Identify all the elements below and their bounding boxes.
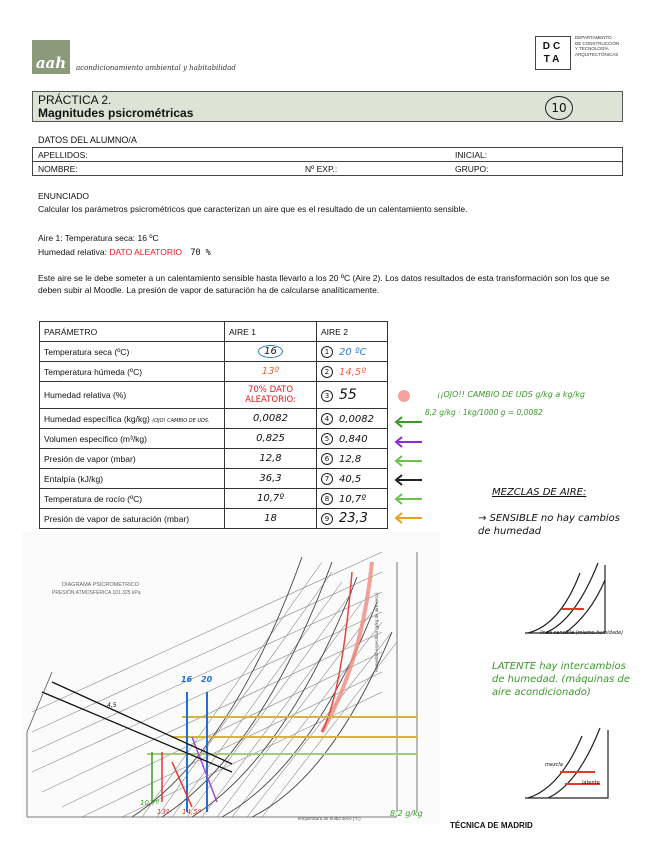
marker-16: 16 bbox=[181, 675, 193, 684]
air1-cell: 13º bbox=[225, 362, 317, 382]
header-param: PARÁMETRO bbox=[40, 322, 225, 342]
sketch-caption: línea sensible (mismo humidade) bbox=[540, 630, 624, 636]
grid-line bbox=[62, 652, 382, 807]
row-number: 2 bbox=[321, 366, 333, 378]
chart-x-axis-label: Temperatura de bulbo seco (ºC) bbox=[297, 816, 361, 821]
param-cell: Temperatura de rocío (ºC) bbox=[40, 489, 225, 509]
param-cell: Temperatura seca (ºC) bbox=[40, 342, 225, 362]
pink-dot bbox=[398, 390, 410, 402]
dew-point-mark: 10,7º bbox=[140, 799, 159, 807]
param-cell: Volumen específico (m³/kg) bbox=[40, 429, 225, 449]
air1-cell: 36,3 bbox=[225, 469, 317, 489]
air2-cell bbox=[317, 409, 388, 429]
air2-value: 20 ºC bbox=[339, 346, 367, 358]
grid-line bbox=[187, 592, 352, 817]
humidity-curve bbox=[132, 557, 302, 817]
air1-cell: 12,8 bbox=[225, 449, 317, 469]
arrow-orange-icon bbox=[396, 513, 422, 523]
header-air1: AIRE 1 bbox=[225, 322, 317, 342]
air1-value: 16 bbox=[258, 345, 283, 358]
chart-drawing bbox=[22, 532, 440, 824]
table-header-row bbox=[40, 322, 388, 342]
air2-value: 23,3 bbox=[339, 511, 368, 526]
marker-20: 20 bbox=[201, 675, 213, 684]
air2-cell bbox=[317, 342, 388, 362]
air1-cell: 18 bbox=[225, 509, 317, 529]
group-label: GRUPO: bbox=[455, 164, 489, 174]
air2-cell bbox=[317, 449, 388, 469]
table-row bbox=[40, 382, 388, 409]
air1-cell: 70% DATO ALEATORIO: bbox=[225, 382, 317, 409]
param-label: Humedad específica (kg/kg) bbox=[44, 413, 150, 424]
latent-note: LATENTE hay intercambios de humedad. (máquinas de aire acondicionado) bbox=[492, 661, 631, 698]
table-row bbox=[40, 449, 388, 469]
header-air2: AIRE 2 bbox=[317, 322, 388, 342]
row-number: 8 bbox=[321, 493, 333, 505]
air2-value: 40,5 bbox=[339, 473, 362, 485]
air2-value: 10,7º bbox=[339, 493, 366, 505]
footer-text: TÉCNICA DE MADRID bbox=[450, 821, 533, 830]
enthalpy-line bbox=[52, 682, 232, 764]
air1-temperature: Aire 1: Temperatura seca: 16 ºC bbox=[38, 233, 159, 243]
logo-tagline: acondicionamiento ambiental y habitabilidad bbox=[76, 64, 236, 72]
param-cell bbox=[40, 409, 225, 429]
air2-value: 12,8 bbox=[339, 453, 362, 465]
statement-body: Este aire se le debe someter a un calentamiento sensible hasta llevarlo a los 20 ºC (Aire 2). Los datos resultados de esta transformación son los que se deben subir al Moodle. La presión de vapor de saturación ha de calcularse analíticamente. bbox=[38, 273, 610, 295]
chart-y-axis-label: Humedad específica (g/kg de aire seco) bbox=[374, 592, 379, 672]
sensible-note: → SENSIBLE no hay cambios de humedad bbox=[478, 513, 620, 537]
row-number: 9 bbox=[321, 513, 333, 525]
arrow-light-green-icon bbox=[396, 456, 422, 466]
grid-line bbox=[32, 552, 382, 712]
volume-line bbox=[192, 737, 217, 802]
row-number: 4 bbox=[321, 413, 333, 425]
random-data-label: DATO ALEATORIO bbox=[109, 247, 182, 257]
statement-heading: ENUNCIADO bbox=[38, 191, 90, 201]
air2-cell bbox=[317, 509, 388, 529]
grid-line bbox=[202, 602, 362, 817]
wet-bulb-mark-1: 13º bbox=[157, 808, 170, 816]
table-row bbox=[40, 362, 388, 382]
student-divider bbox=[32, 161, 623, 162]
sketch-curve bbox=[528, 573, 580, 633]
department-name: DEPARTAMENTO DE CONSTRUCCIÓN Y TECNOLOGÍA ARQUITECTÓNICAS bbox=[575, 35, 620, 57]
arrow-purple-icon bbox=[396, 437, 422, 447]
sketch-axes bbox=[525, 730, 608, 798]
chart-pressure: PRESIÓN ATMOSFÉRICA 101.325 kPa bbox=[52, 590, 141, 596]
grid-line bbox=[82, 672, 382, 817]
param-cell: Temperatura húmeda (ºC) bbox=[40, 362, 225, 382]
grade-circle: 10 bbox=[545, 96, 573, 120]
air2-value: 0,840 bbox=[339, 433, 368, 445]
aah-logo: aah bbox=[32, 40, 70, 74]
surnames-label: APELLIDOS: bbox=[38, 150, 88, 160]
row-number: 3 bbox=[321, 390, 333, 402]
param-cell: Presión de vapor de saturación (mbar) bbox=[40, 509, 225, 529]
air1-cell: 0,825 bbox=[225, 429, 317, 449]
air2-cell bbox=[317, 469, 388, 489]
air1-cell: 0,0082 bbox=[225, 409, 317, 429]
grid-line bbox=[232, 622, 382, 817]
air2-cell bbox=[317, 382, 388, 409]
units-side-note: (OJO! CAMBIO DE UDS. bbox=[152, 417, 210, 424]
row-number: 1 bbox=[321, 346, 333, 358]
air2-value: 0,0082 bbox=[339, 413, 374, 425]
sketch-label-latente: latente bbox=[582, 780, 600, 786]
param-cell: Entalpía (kJ/kg) bbox=[40, 469, 225, 489]
student-divider bbox=[32, 175, 623, 176]
highlight-curve bbox=[322, 572, 352, 732]
air1-cell: 10,7º bbox=[225, 489, 317, 509]
row-number: 5 bbox=[321, 433, 333, 445]
arrow-green-icon bbox=[396, 494, 422, 504]
mix-title: MEZCLAS DE AIRE: bbox=[492, 487, 587, 498]
table-row bbox=[40, 469, 388, 489]
air2-cell bbox=[317, 429, 388, 449]
table-row bbox=[40, 409, 388, 429]
grid-line bbox=[247, 632, 392, 817]
arrow-black-icon bbox=[396, 475, 422, 485]
relative-humidity-line bbox=[38, 247, 618, 260]
student-divider bbox=[32, 147, 33, 175]
statement-task: Calcular los parámetros psicrométricos que caracterizan un aire que es el resultado de un calentamiento sensible. bbox=[38, 204, 468, 214]
humidity-handwritten: 70 % bbox=[190, 248, 211, 258]
table-row bbox=[40, 509, 388, 529]
wet-bulb-mark-2: 14,5º bbox=[182, 808, 201, 816]
student-divider bbox=[32, 147, 623, 148]
units-note: ¡¡OJO!! CAMBIO DE UDS g/kg a kg/kg bbox=[437, 390, 585, 399]
air2-cell bbox=[317, 362, 388, 382]
param-cell: Humedad relativa (%) bbox=[40, 382, 225, 409]
chart-title: DIAGRAMA PSICROMÉTRICO bbox=[62, 582, 140, 588]
table-row bbox=[40, 489, 388, 509]
sketch-label-mezcla: mezcla bbox=[545, 762, 563, 768]
parameters-table bbox=[39, 321, 388, 529]
sketch-curve bbox=[565, 580, 605, 633]
student-divider bbox=[622, 147, 623, 175]
latent-sketch bbox=[520, 722, 615, 812]
dcta-logo: DC TA bbox=[535, 36, 571, 70]
humidity-label: Humedad relativa: bbox=[38, 247, 107, 257]
conversion-note: 8,2 g/kg · 1kg/1000 g = 0,0082 bbox=[425, 408, 543, 417]
air2-cell bbox=[317, 489, 388, 509]
student-heading: DATOS DEL ALUMNO/A bbox=[38, 135, 137, 145]
initial-label: INICIAL: bbox=[455, 150, 488, 160]
row-number: 7 bbox=[321, 473, 333, 485]
practice-subject: Magnitudes psicrométricas bbox=[38, 106, 194, 120]
air1-cell bbox=[225, 342, 317, 362]
practice-number: PRÁCTICA 2. bbox=[38, 93, 112, 107]
sketch-curve bbox=[545, 563, 598, 633]
specific-humidity-mark: 8,2 g/kg bbox=[390, 809, 423, 818]
table-row bbox=[40, 342, 388, 362]
name-label: NOMBRE: bbox=[38, 164, 78, 174]
air2-value: 55 bbox=[339, 387, 357, 403]
psychrometric-chart bbox=[22, 532, 440, 824]
exp-label: Nº EXP.: bbox=[305, 164, 338, 174]
grid-line bbox=[172, 582, 342, 817]
air2-value: 14,5º bbox=[339, 366, 366, 378]
row-number: 6 bbox=[321, 453, 333, 465]
row-arrows bbox=[392, 388, 428, 528]
enthalpy-mark: 4,5 bbox=[107, 702, 117, 709]
table-row bbox=[40, 429, 388, 449]
arrow-green-icon bbox=[396, 417, 422, 427]
param-cell: Presión de vapor (mbar) bbox=[40, 449, 225, 469]
